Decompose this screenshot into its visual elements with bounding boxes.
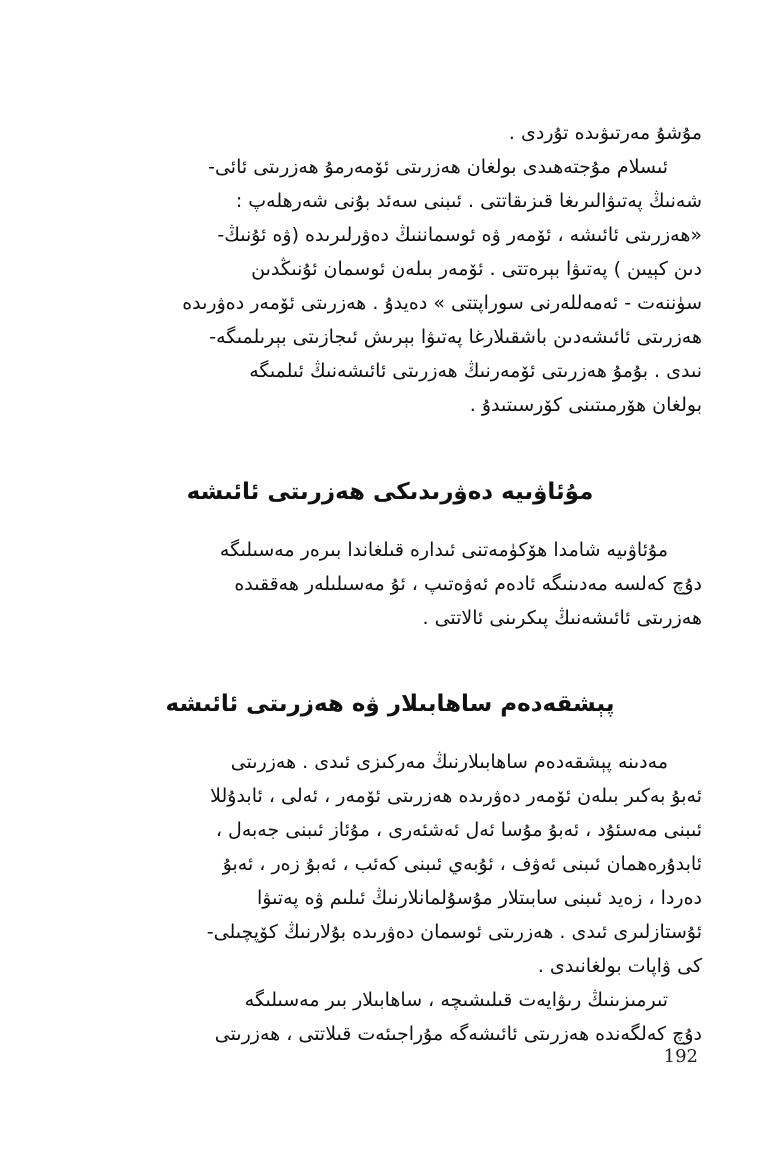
text-line: بولغان ھۆرمىتىنى كۆرسىتىدۇ .	[469, 394, 702, 416]
text-line: مەدىنە پېشقەدەم ساھابىلارنىڭ مەركىزى ئىدى . ھەزرىتى	[230, 751, 668, 773]
text-line: نىدى . بۇمۇ ھەزرىتى ئۆمەرنىڭ ھەزرىتى ئائىشەنىڭ ئىلمىگە	[249, 360, 702, 382]
text-line: دەردا ، زەيد ئىبنى سابىتلار مۇسۇلمانلارنىڭ ئىلىم ۋە پەتىۋا	[256, 887, 702, 909]
text-line: ئىسلام مۇجتەھىدى بولغان ھەزرىتى ئۆمەرمۇ ھەزرىتى ئائى-	[208, 156, 668, 178]
text-line: ئۇستازلىرى ئىدى . ھەزرىتى ئوسمان دەۋرىدە بۇلارنىڭ كۆپچىلى-	[206, 921, 702, 943]
text-line: تىرمىزىنىڭ رىۋايەت قىلىشىچە ، ساھابىلار بىر مەسىلىگە	[244, 989, 668, 1011]
text-line: كى ۋاپات بولغانىدى .	[537, 955, 702, 977]
text-line: سۈننەت - ئەمەللەرنى سوراپتتى » دەيدۇ . ھەزرىتى ئۆمەر دەۋرىدە	[182, 292, 702, 314]
text-line: دىن كېيىن ) پەتىۋا بېرەتتى . ئۆمەر بىلەن ئوسمان ئۇنىڭدىن	[251, 258, 702, 280]
text-line: ھەزرىتى ئائىشەنىڭ پىكرىنى ئالاتتى .	[422, 607, 702, 629]
section-heading: مۇئاۋىيە دەۋرىدىكى ھەزرىتى ئائىشە	[186, 479, 594, 505]
page-number: 192	[663, 1046, 698, 1067]
text-line: «ھەزرىتى ئائىشە ، ئۆمەر ۋە ئوسماننىڭ دەۋرلىرىدە (ۋە ئۇنىڭ-	[217, 224, 702, 246]
text-line: ئىبنى مەسئۇد ، ئەبۇ مۇسا ئەل ئەشئەرى ، مۇئاز ئىبنى جەبەل ،	[215, 819, 702, 841]
section2-paragraph	[72, 745, 702, 1051]
text-line: دۇچ كەلگەندە ھەزرىتى ئائىشەگە مۇراجىئەت قىلاتتى ، ھەزرىتى	[214, 1023, 702, 1045]
text-line: ئەبۇ بەكىر بىلەن ئۆمەر دەۋرىدە ھەزرىتى ئۆمەر ، ئەلى ، ئابدۇللا	[210, 785, 702, 807]
section-heading: پېشقەدەم ساھابىلار ۋە ھەزرىتى ئائىشە	[165, 691, 615, 717]
text-line: مۇئاۋىيە شامدا ھۆكۈمەتنى ئىدارە قىلغاندا بىرەر مەسىلىگە	[219, 539, 668, 561]
text-line: شەنىڭ پەتىۋالىرىغا قىزىقاتتى . ئىبنى سەئد بۇنى شەرھلەپ :	[235, 190, 702, 212]
text-line: دۇچ كەلسە مەدىنىگە ئادەم ئەۋەتىپ ، ئۇ مەسىلىلەر ھەققىدە	[234, 573, 702, 595]
intro-paragraph	[72, 116, 702, 422]
text-line: ھەزرىتى ئائىشەدىن باشقىلارغا پەتىۋا بېرىش ئىجازىتى بېرىلمىگە-	[209, 326, 702, 348]
text-line: ئابدۇرەھمان ئىبنى ئەۋف ، ئۇبەي ئىبنى كەئب ، ئەبۇ زەر ، ئەبۇ	[222, 853, 702, 875]
text-line: مۇشۇ مەرتىۋىدە تۇردى .	[508, 122, 702, 144]
section1-paragraph	[72, 533, 702, 635]
